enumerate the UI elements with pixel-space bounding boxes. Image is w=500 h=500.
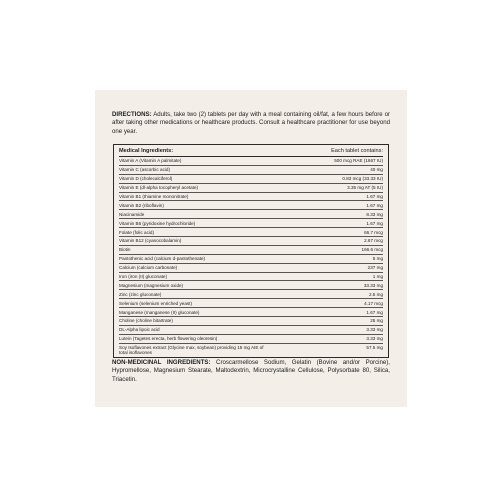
ingredient-amount: 4.17 mcg — [364, 300, 383, 306]
ingredient-amount: 1.67 mg — [366, 309, 383, 315]
ingredient-name: Zinc (zinc gluconate) — [119, 291, 162, 297]
ingredient-name: DL-Alpha lipoic acid — [119, 327, 160, 333]
ingredient-name: Vitamin B1 (thiamine mononitrate) — [119, 194, 189, 199]
ingredient-row — [119, 157, 383, 166]
ingredient-amount: 25 mg — [370, 318, 383, 324]
ingredient-row — [119, 210, 383, 219]
ingredient-name: Pantothenic acid (calcium d-pantothenate) — [119, 256, 206, 262]
ingredient-amount: 8.33 mg — [366, 211, 383, 217]
ingredient-name: Magnesium (magnesium oxide) — [119, 282, 184, 288]
ingredient-name: Vitamin E (dl-alpha tocopheryl acetate) — [119, 185, 199, 191]
ingredient-name: Selenium (selenium enriched yeast) — [119, 300, 193, 306]
ingredient-row — [119, 237, 383, 246]
ingredient-amount: 3.33 mg — [366, 327, 383, 333]
ingredient-row — [119, 228, 383, 237]
ingredient-name: Vitamin B12 (cyanocobalamin) — [119, 238, 182, 244]
ingredient-amount: 1.67 mg — [366, 194, 383, 199]
ingredient-row — [119, 326, 383, 335]
ingredient-name: Biotin — [119, 247, 131, 253]
ingredient-amount: 57.5 mg — [366, 344, 383, 350]
ingredient-name: Vitamin A (Vitamin A palmitate) — [119, 158, 182, 164]
ingredient-row — [119, 264, 383, 273]
ingredient-row-soy-isoflavones — [119, 344, 383, 357]
ingredient-row — [119, 175, 383, 184]
ingredient-row — [119, 281, 383, 290]
ingredient-name: Vitamin B6 (pyridoxine hydrochloride) — [119, 220, 196, 226]
ingredient-amount: 166.6 mcg — [361, 247, 383, 253]
ingredient-amount: 1 mg — [372, 274, 383, 280]
directions-label: DIRECTIONS: — [112, 111, 152, 118]
ingredient-amount: 5 mg — [372, 256, 383, 262]
ingredient-name: Lutein (Tagetes erecta, herb flowering oleoresin) — [119, 336, 218, 342]
ingredient-name: Iron (iron (II) gluconate) — [119, 274, 167, 280]
ingredient-name: Niacinamide — [119, 211, 145, 217]
ingredient-amount: 0.83 mcg (33.33 IU) — [342, 176, 383, 182]
ingredient-row — [119, 166, 383, 175]
each-tablet-heading: Each tablet contains: — [331, 147, 383, 154]
ingredient-row — [119, 193, 383, 202]
non-medicinal-text: Croscarmellose Sodium, Gelatin (Bovine and/or Porcine), Hypromellose, Magnesium Stearate, Maltodextrin, Microcrystalline Cellulose, Polysorbate 80, Silica, Triacetin. — [112, 359, 390, 383]
non-medicinal-label: NON-MEDICINAL INGREDIENTS: — [112, 359, 211, 366]
ingredient-amount: 3.35 mg AT (5 IU) — [347, 185, 383, 191]
ingredient-amount: 3.33 mg — [366, 336, 383, 342]
ingredient-row — [119, 184, 383, 193]
directions-text: Adults, take two (2) tablets per day with a meal containing oil/fat, a few hours before or after taking other medications or healthcare products. Consult a healthcare practitioner for use beyond one year. — [112, 111, 390, 135]
ingredient-row — [119, 273, 383, 282]
ingredient-amount: 2.5 mg — [368, 291, 383, 297]
ingredient-rows — [119, 157, 383, 344]
ingredient-row — [119, 335, 383, 344]
ingredient-name: Calcium (calcium carbonate) — [119, 265, 178, 271]
ingredient-row — [119, 308, 383, 317]
ingredient-name: Choline (choline bitartrate) — [119, 318, 173, 324]
medical-ingredients-heading: Medical Ingredients: — [119, 147, 174, 154]
ingredient-row — [119, 219, 383, 228]
ingredients-table — [113, 144, 389, 358]
ingredient-amount: 33.33 mg — [363, 282, 383, 288]
ingredient-row — [119, 255, 383, 264]
directions-paragraph — [112, 111, 390, 136]
ingredient-row — [119, 299, 383, 308]
ingredients-table-header — [119, 145, 383, 157]
ingredient-row — [119, 290, 383, 299]
label-panel — [95, 90, 407, 407]
ingredient-amount: 500 mcg RAE (1667 IU) — [334, 158, 383, 164]
ingredient-name: Soy Isoflavones extract (Glycine max, soybean) providing 15 mg AIE of total isoflavones — [119, 344, 264, 356]
ingredient-row — [119, 201, 383, 210]
ingredient-row — [119, 246, 383, 255]
ingredient-amount: 40 mg — [370, 167, 383, 173]
ingredient-amount: 66.7 mcg — [364, 229, 383, 235]
ingredient-amount: 1.67 mg — [366, 202, 383, 208]
non-medicinal-paragraph — [112, 359, 390, 384]
ingredient-name: Manganese (manganese (II) gluconate) — [119, 309, 200, 315]
ingredient-amount: 2.67 mcg — [364, 238, 383, 244]
ingredient-amount: 1.67 mg — [366, 220, 383, 226]
ingredient-name: Vitamin C (ascorbic acid) — [119, 167, 170, 173]
ingredient-name: Folate (folic acid) — [119, 229, 154, 235]
ingredient-amount: 237 mg — [367, 265, 383, 271]
ingredient-name: Vitamin D (cholecalciferol) — [119, 176, 173, 182]
ingredient-row — [119, 317, 383, 326]
ingredient-name: Vitamin B2 (riboflavin) — [119, 202, 164, 208]
